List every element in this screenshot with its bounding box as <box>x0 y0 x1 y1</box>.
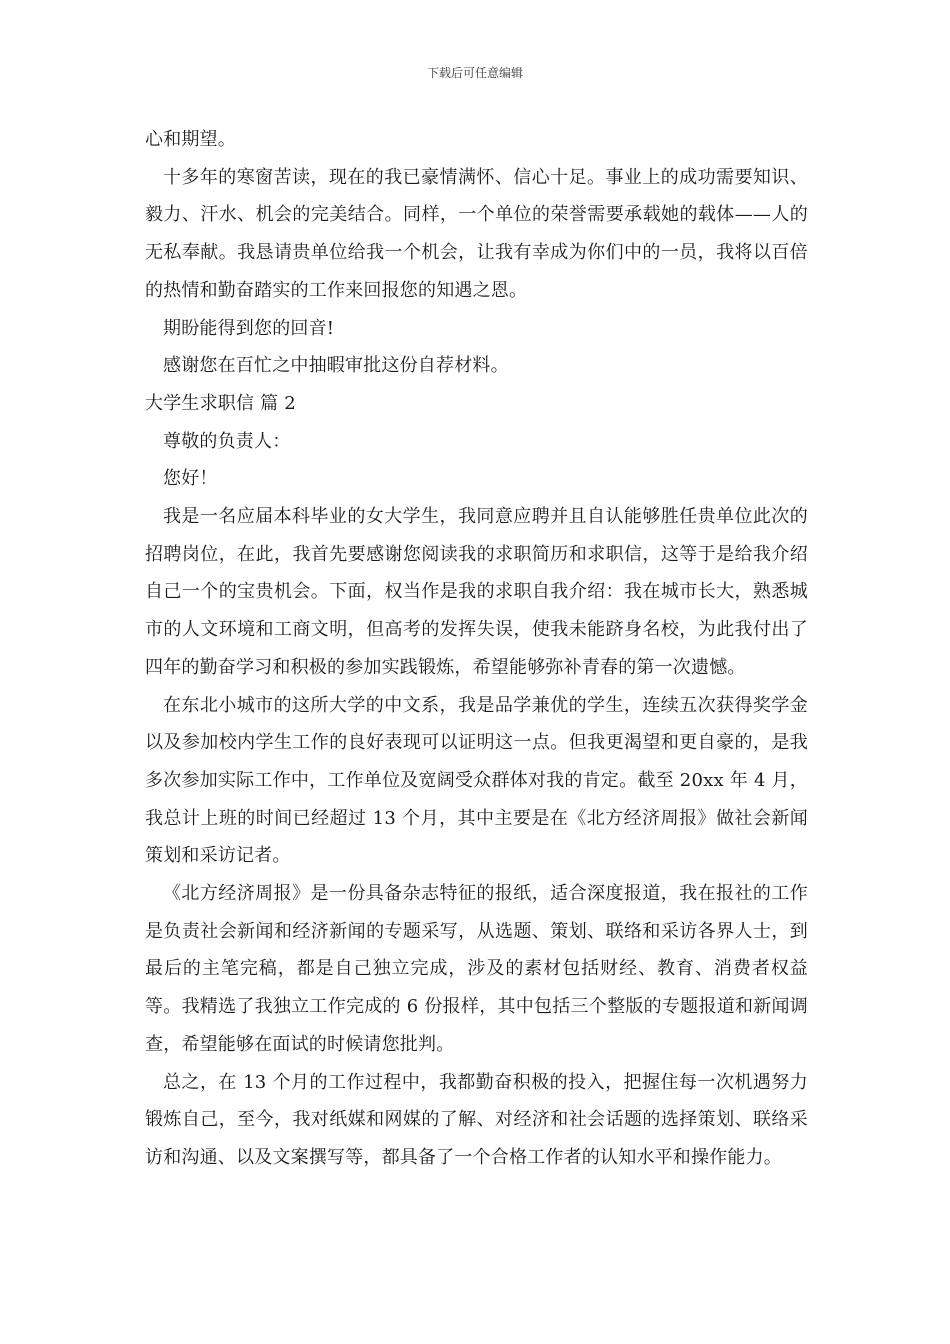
paragraph-thanks: 感谢您在百忙之中抽暇审批这份自荐材料。 <box>163 355 509 377</box>
paragraph-ambition: 十多年的寒窗苦读，现在的我已豪情满怀、信心十足。事业上的成功需要知识、毅力、汗水、机会的完美结合。同样，一个单位的荣誉需要承载她的载体——人的无私奉献。我恳请贵单位给我一个机会，让我有幸成为你们中的一员，我将以百倍的热情和勤奋踏实的工作来回报您的知遇之恩。 <box>145 166 808 301</box>
section-heading: 大学生求职信 篇 2 <box>145 392 296 414</box>
greeting: 您好！ <box>163 468 218 490</box>
paragraph-newspaper: 《北方经济周报》是一份具备杂志特征的报纸，适合深度报道，我在报社的工作是负责社会新闻和经济新闻的专题采写，从选题、策划、联络和采访各界人士，到最后的主笔完稿，都是自己独立完成，涉及的素材包括财经、教育、消费者权益等。我精选了我独立工作完成的 6 份报样，其中包括三个整版的专题报道和新闻调查，希望能够在面试的时候请您批判。 <box>145 883 808 1055</box>
paragraph-closing-hope: 期盼能得到您的回音! <box>163 317 335 339</box>
salutation: 尊敬的负责人： <box>163 430 291 452</box>
paragraph-summary: 总之，在 13 个月的工作过程中，我都勤奋积极的投入，把握住每一次机遇努力锻炼自己，至今，我对纸媒和网媒的了解、对经济和社会话题的选择策划、联络采访和沟通、以及文案撰写等，都具备了一个合格工作者的认知水平和操作能力。 <box>145 1071 808 1168</box>
page-header: 下载后可任意编辑 <box>426 66 523 80</box>
paragraph-university: 在东北小城市的这所大学的中文系，我是品学兼优的学生，连续五次获得奖学金以及参加校内学生工作的良好表现可以证明这一点。但我更渴望和更自豪的，是我多次参加实际工作中，工作单位及宽阔受众群体对我的肯定。截至 20xx 年 4 月，我总计上班的时间已经超过 13 个月，其中主要是在《北方经济周报》做社会新闻策划和采访记者。 <box>145 694 808 867</box>
paragraph-continuation: 心和期望。 <box>145 129 236 150</box>
paragraph-introduction: 我是一名应届本科毕业的女大学生，我同意应聘并且自认能够胜任贵单位此次的招聘岗位，在此，我首先要感谢您阅读我的求职简历和求职信，这等于是给我介绍自己一个的宝贵机会。下面，权当作是我的求职自我介绍：我在城市长大，熟悉城市的人文环境和工商文明，但高考的发挥失误，使我未能跻身名校，为此我付出了四年的勤奋学习和积极的参加实践锻炼，希望能够弥补青春的第一次遗憾。 <box>145 506 808 678</box>
document-body <box>145 121 808 1177</box>
